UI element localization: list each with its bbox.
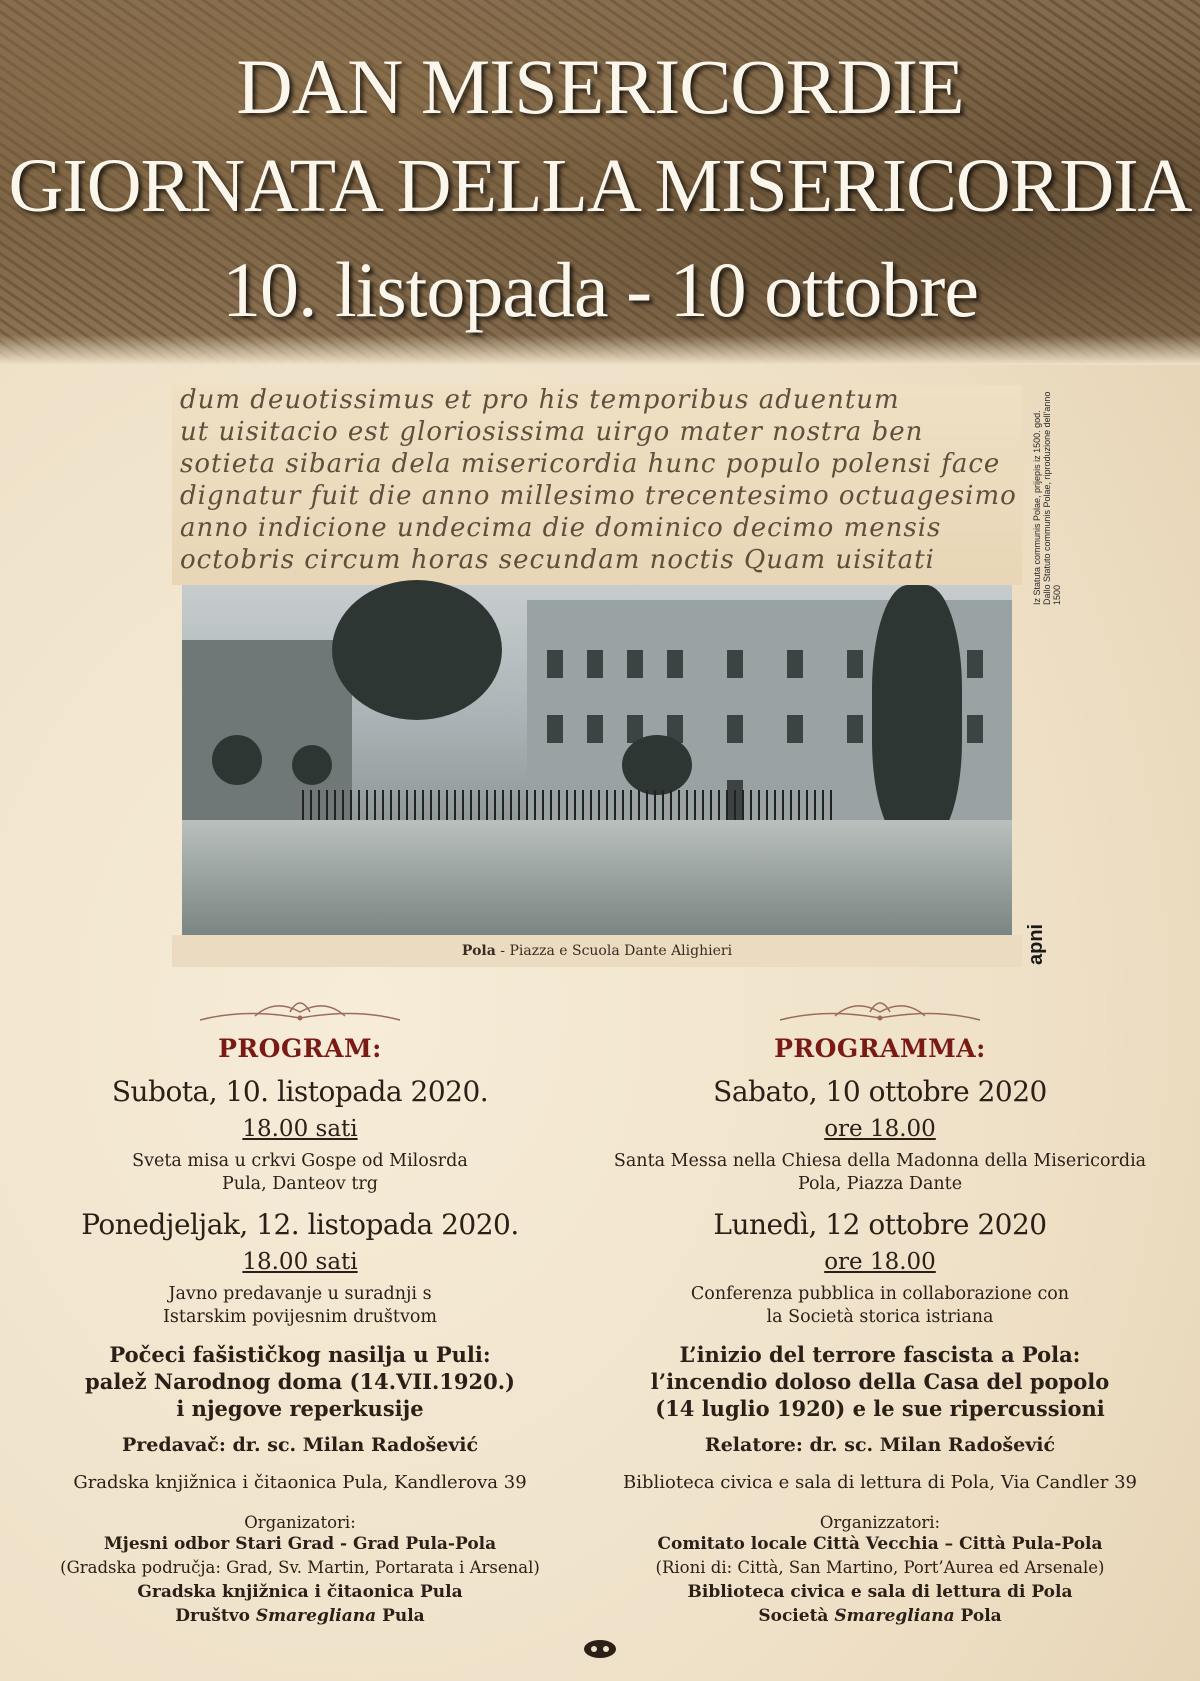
event-date: Lunedì, 12 ottobre 2020 <box>713 1208 1047 1241</box>
event-time: 18.00 sati <box>242 1249 358 1275</box>
lecture-line: Počeci fašističkog nasilja u Puli: <box>109 1342 491 1367</box>
caption-place: Pola <box>461 943 496 959</box>
lecture-line: palež Narodnog doma (14.VII.1920.) <box>85 1369 515 1394</box>
ornament-icon <box>195 990 405 1030</box>
organizer-name: Smaregliana <box>255 1606 377 1626</box>
organizer <box>600 1604 1160 1628</box>
manuscript-line: ut uisitacio est gloriosissima uirgo mater nostra ben <box>180 417 924 447</box>
organizer: Comitato locale Città Vecchia – Città Pula-Pola <box>657 1534 1103 1554</box>
lecture-line: i njegove reperkusije <box>176 1396 424 1421</box>
speaker: Predavač: dr. sc. Milan Radošević <box>121 1434 479 1456</box>
event-date: Subota, 10. listopada 2020. <box>111 1075 489 1108</box>
piazza-ground <box>182 820 1012 935</box>
photo-caption <box>172 935 1022 967</box>
event-date: Sabato, 10 ottobre 2020 <box>713 1075 1047 1108</box>
title-date: 10. listopada - 10 ottobre <box>221 246 979 333</box>
tree <box>332 580 502 720</box>
ornament-icon <box>775 990 985 1030</box>
manuscript-line: dum deuotissimus et pro his temporibus aduentum <box>180 385 900 415</box>
venue: Biblioteca civica e sala di lettura di Pola, Via Candler 39 <box>623 1472 1137 1493</box>
caption-text: - Piazza e Scuola Dante Alighieri <box>495 943 733 959</box>
organizer-detail: (Gradska područja: Grad, Sv. Martin, Portarata i Arsenal) <box>60 1558 540 1577</box>
header-fade <box>0 335 1200 365</box>
tree <box>292 745 332 785</box>
lecture-line: (14 luglio 1920) e le sue ripercussioni <box>655 1396 1105 1421</box>
fence <box>302 790 832 820</box>
organizer: Mjesni odbor Stari Grad - Grad Pula-Pola <box>103 1534 497 1554</box>
program-italian <box>600 990 1160 1628</box>
event-description <box>20 1150 580 1196</box>
statute-note-it: Dallo Statuto communis Polae, riproduzione dell'anno 1500 <box>1042 391 1062 605</box>
program-croatian <box>20 990 580 1628</box>
desc-line: la Società storica istriana <box>766 1307 994 1327</box>
statute-note-hr: Iz Statuta communis Polae, prijepis iz 1500. god. <box>1032 410 1042 605</box>
title-italian: GIORNATA DELLA MISERICORDIA <box>8 144 1192 228</box>
program-heading: PROGRAMMA: <box>774 1034 986 1063</box>
desc-line: Javno predavanje u suradnji s <box>168 1284 432 1304</box>
manuscript-line: dignatur fuit die anno millesimo trecentesimo octuagesimo <box>180 481 1017 511</box>
organizers-label: Organizatori: <box>244 1513 356 1532</box>
event-time: ore 18.00 <box>824 1249 936 1275</box>
desc-line: Pola, Piazza Dante <box>797 1174 963 1194</box>
event-date: Ponedjeljak, 12. listopada 2020. <box>81 1208 519 1241</box>
event-description <box>600 1150 1160 1196</box>
organizers-label: Organizzatori: <box>819 1513 941 1532</box>
lecture-title <box>600 1341 1160 1422</box>
organizer-text: Pola <box>954 1606 1002 1626</box>
organizer-text: Društvo <box>175 1606 256 1626</box>
event-description <box>600 1283 1160 1329</box>
small-logo-icon <box>583 1638 617 1660</box>
desc-line: Conferenza pubblica in collaborazione con <box>690 1284 1070 1304</box>
manuscript-line: anno indicione undecima die dominico decimo mensis <box>180 513 942 543</box>
desc-line: Pula, Danteov trg <box>222 1174 378 1194</box>
publisher-logo: apni <box>1025 923 1047 965</box>
organizer-detail: (Rioni di: Città, San Martino, Port’Aurea ed Arsenale) <box>655 1558 1105 1577</box>
title-croatian: DAN MISERICORDIE <box>236 43 964 130</box>
organizer-name: Smaregliana <box>834 1606 955 1626</box>
organizer: Biblioteca civica e sala di lettura di Pola <box>687 1582 1073 1602</box>
tree <box>212 735 262 785</box>
tree <box>622 735 692 795</box>
desc-line: Santa Messa nella Chiesa della Madonna della Misericordia <box>613 1151 1147 1171</box>
manuscript-image <box>172 385 1022 585</box>
desc-line: Istarskim povijesnim društvom <box>163 1307 437 1327</box>
lecture-line: L’inizio del terrore fascista a Pola: <box>679 1342 1081 1367</box>
organizer <box>20 1604 580 1628</box>
program-heading: PROGRAM: <box>218 1034 382 1063</box>
organizer: Gradska knjižnica i čitaonica Pula <box>137 1582 463 1602</box>
header-banner <box>0 0 1200 365</box>
lecture-line: l’incendio doloso della Casa del popolo <box>650 1369 1110 1394</box>
historic-photo <box>182 585 1012 935</box>
event-time: ore 18.00 <box>824 1116 936 1142</box>
manuscript-line: sotieta sibaria dela misericordia hunc populo polensi face <box>180 449 1001 479</box>
desc-line: Sveta misa u crkvi Gospe od Milosrda <box>132 1151 468 1171</box>
speaker: Relatore: dr. sc. Milan Radošević <box>704 1434 1056 1456</box>
organizer-text: Pula <box>376 1606 425 1626</box>
lecture-title <box>20 1341 580 1422</box>
venue: Gradska knjižnica i čitaonica Pula, Kandlerova 39 <box>73 1472 527 1493</box>
statute-note <box>1032 375 1062 605</box>
event-time: 18.00 sati <box>242 1116 358 1142</box>
tree <box>872 585 962 845</box>
event-description <box>20 1283 580 1329</box>
organizer-text: Società <box>758 1606 835 1626</box>
manuscript-line: octobris circum horas secundam noctis Quam uisitati <box>180 545 935 575</box>
